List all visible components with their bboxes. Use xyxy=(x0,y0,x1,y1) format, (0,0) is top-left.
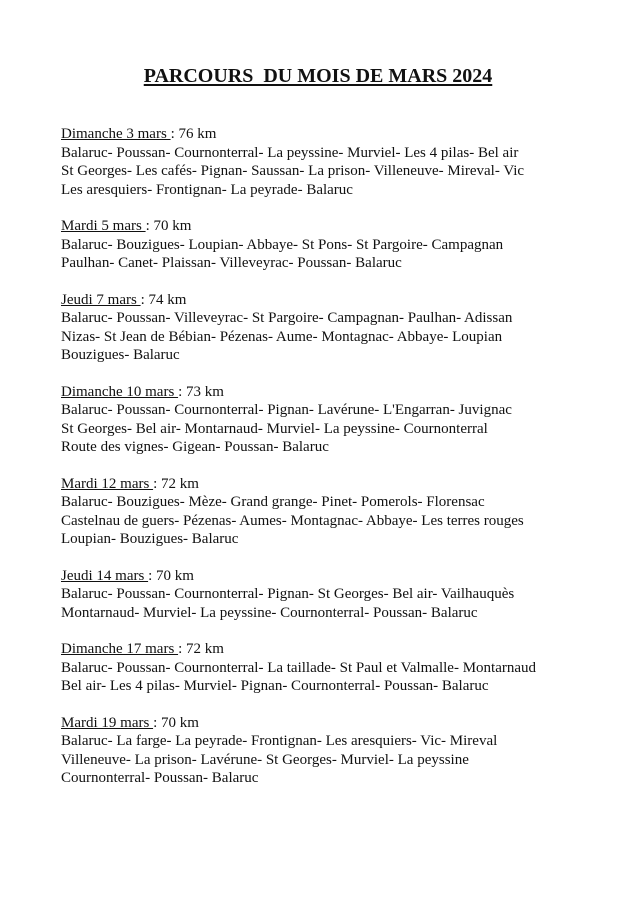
route-line: Balaruc- Poussan- Cournonterral- La taillade- St Paul et Valmalle- Montarnaud xyxy=(61,659,537,676)
ride-heading xyxy=(61,567,621,586)
ride-date: Jeudi 7 mars xyxy=(61,291,141,308)
route-line: Balaruc- Poussan- Cournonterral- Pignan- Lavérune- L'Engarran- Juvignac xyxy=(61,402,512,418)
ride-entry xyxy=(61,217,621,273)
page-title: PARCOURS DU MOIS DE MARS 2024 xyxy=(143,65,493,87)
route-line: Loupian- Bouzigues- Balaruc xyxy=(61,531,239,547)
ride-date: Dimanche 10 mars xyxy=(61,383,179,400)
route-line: Balaruc- Poussan- Villeveyrac- St Pargoire- Campagnan- Paulhan- Adissan xyxy=(61,310,513,326)
ride-entry xyxy=(61,383,621,457)
ride-entry xyxy=(61,125,621,199)
ride-distance: : 73 km xyxy=(178,383,224,400)
ride-entry xyxy=(61,475,621,549)
route-line: Cournonterral- Poussan- Balaruc xyxy=(61,770,259,786)
ride-date: Mardi 5 mars xyxy=(61,218,146,234)
ride-date: Dimanche 17 mars xyxy=(61,641,179,657)
ride-list xyxy=(61,125,621,806)
ride-entry xyxy=(61,567,621,623)
ride-entry xyxy=(61,291,621,365)
ride-distance: : 72 km xyxy=(178,641,224,657)
route-line: Bouzigues- Balaruc xyxy=(61,347,180,363)
ride-heading xyxy=(61,475,621,494)
ride-distance: : 74 km xyxy=(140,291,187,308)
route-line: Les aresquiers- Frontignan- La peyrade- Balaruc xyxy=(61,181,353,198)
ride-heading xyxy=(61,217,621,236)
route-line: Bel air- Les 4 pilas- Murviel- Pignan- Cournonterral- Poussan- Balaruc xyxy=(61,678,489,694)
ride-distance: : 70 km xyxy=(148,567,194,584)
route-line: Balaruc- Bouzigues- Loupian- Abbaye- St Pons- St Pargoire- Campagnan xyxy=(61,236,504,253)
route-line: Balaruc- Poussan- Cournonterral- Pignan- St Georges- Bel air- Vailhauquès xyxy=(61,586,515,602)
ride-distance: : 72 km xyxy=(153,475,199,492)
ride-heading xyxy=(61,714,621,733)
route-line: St Georges- Les cafés- Pignan- Saussan- La prison- Villeneuve- Mireval- Vic xyxy=(61,163,525,179)
route-line: St Georges- Bel air- Montarnaud- Murviel- La peyssine- Cournonterral xyxy=(61,420,488,437)
ride-date: Dimanche 3 mars xyxy=(61,126,171,142)
route-line: Villeneuve- La prison- Lavérune- St Georges- Murviel- La peyssine xyxy=(61,751,469,768)
ride-heading xyxy=(61,291,621,310)
ride-distance: : 70 km xyxy=(145,218,192,234)
route-line: Balaruc- La farge- La peyrade- Frontignan- Les aresquiers- Vic- Mireval xyxy=(61,733,498,749)
route-line: Castelnau de guers- Pézenas- Aumes- Montagnac- Abbaye- Les terres rouges xyxy=(61,512,524,529)
ride-entry xyxy=(61,640,621,696)
route-line: Balaruc- Bouzigues- Mèze- Grand grange- Pinet- Pomerols- Florensac xyxy=(61,494,485,510)
route-line: Nizas- St Jean de Bébian- Pézenas- Aume- Montagnac- Abbaye- Loupian xyxy=(61,328,503,345)
route-line: Balaruc- Poussan- Cournonterral- La peyssine- Murviel- Les 4 pilas- Bel air xyxy=(61,144,519,161)
ride-date: Jeudi 14 mars xyxy=(61,567,149,584)
ride-heading xyxy=(61,383,621,402)
ride-date: Mardi 12 mars xyxy=(61,475,154,492)
ride-distance: : 70 km xyxy=(153,714,199,731)
ride-entry xyxy=(61,714,621,788)
ride-date: Mardi 19 mars xyxy=(61,714,154,731)
ride-heading xyxy=(61,640,621,659)
route-line: Paulhan- Canet- Plaissan- Villeveyrac- Poussan- Balaruc xyxy=(61,255,402,271)
route-line: Montarnaud- Murviel- La peyssine- Cournonterral- Poussan- Balaruc xyxy=(61,604,478,621)
ride-heading xyxy=(61,125,621,144)
route-line: Route des vignes- Gigean- Poussan- Balaruc xyxy=(61,439,329,455)
ride-distance: : 76 km xyxy=(170,126,217,142)
